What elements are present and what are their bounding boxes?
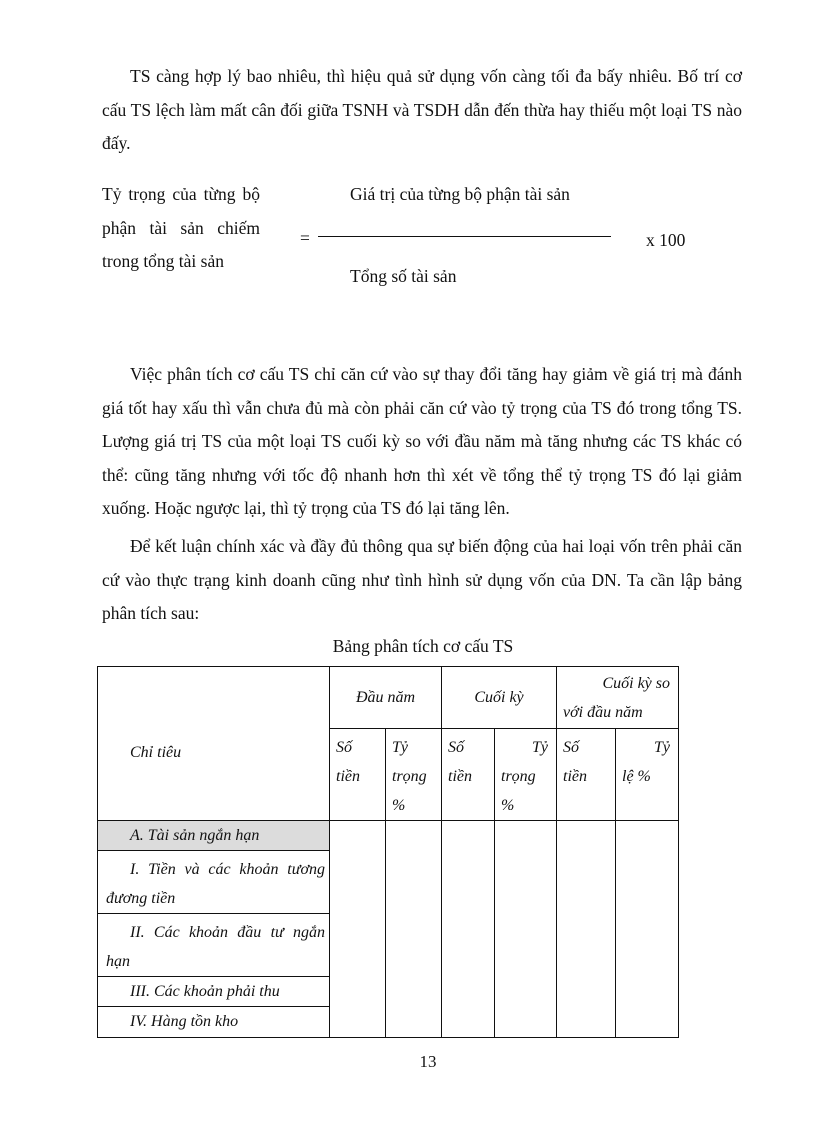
header-ty-trong-dau-nam (386, 729, 442, 821)
header-tien: tiền (563, 768, 587, 785)
header-chi-tieu: Chỉ tiêu (98, 667, 330, 821)
header-cuoi-ky: Cuối kỳ (442, 667, 557, 729)
header-ty-trong-cuoi-ky (495, 729, 557, 821)
header-so: Số (448, 739, 464, 756)
header-tien: tiền (336, 768, 360, 785)
row-label: I. Tiền và các khoản tương đương tiền (98, 851, 330, 914)
header-comparison-line2: với đầu năm (563, 704, 643, 721)
formula-equals: = (300, 228, 310, 248)
row-label: III. Các khoản phải thu (98, 977, 330, 1007)
row-label: II. Các khoản đầu tư ngắn hạn (98, 914, 330, 977)
fraction-line (318, 236, 611, 237)
formula-denominator: Tổng số tài sản (350, 266, 457, 286)
formula-numerator: Giá trị của từng bộ phận tài sản (350, 184, 570, 204)
cell-empty (386, 821, 442, 1038)
paragraph-intro: TS càng hợp lý bao nhiêu, thì hiệu quả sử dụng vốn càng tối đa bấy nhiêu. Bố trí cơ cấu TS lệch làm mất cân đối giữa TSNH và TSDH dẫn đến thừa hay thiếu một loại TS nào đấy. (102, 66, 742, 153)
header-so: Số (563, 739, 579, 756)
cell-empty (495, 821, 557, 1038)
page-number: 13 (419, 1052, 437, 1071)
header-ty-le-so-sanh (616, 729, 679, 821)
header-le-percent: lệ % (622, 768, 651, 785)
header-ty: Tỷ (532, 739, 548, 756)
paragraph-analysis: Việc phân tích cơ cấu TS chỉ căn cứ vào sự thay đổi tăng hay giảm về giá trị mà đánh giá tốt hay xấu thì vẫn chưa đủ mà còn phải căn cứ vào tỷ trọng của TS đó trong tổng TS. Lượng giá trị TS của một loại TS cuối kỳ so với đầu năm mà tăng nhưng các TS khác có thể: cũng tăng nhưng với tốc độ nhanh hơn thì xét về tổng thể tỷ trọng TS đó lại giảm xuống. Hoặc ngược lại, thì tỷ trọng của TS đó lại tăng lên. (102, 364, 742, 518)
header-tien: tiền (448, 768, 472, 785)
header-comparison (557, 667, 679, 729)
header-trong: trọng (392, 768, 427, 785)
header-trong: trọng (501, 768, 536, 785)
formula-label: Tỷ trọng của từng bộ phận tài sản chiếm trong tổng tài sản (102, 184, 260, 271)
table-caption: Bảng phân tích cơ cấu TS (332, 636, 514, 656)
header-so-tien-dau-nam (330, 729, 386, 821)
header-percent: % (392, 797, 406, 814)
row-label: A. Tài sản ngắn hạn (98, 821, 330, 851)
header-so-tien-so-sanh (557, 729, 616, 821)
cell-empty (442, 821, 495, 1038)
table-row (98, 821, 679, 851)
header-so: Số (336, 739, 352, 756)
header-ty: Tỷ (654, 739, 670, 756)
header-ty: Tỷ (392, 739, 408, 756)
formula-multiplier: x 100 (646, 230, 686, 250)
paragraph-conclusion: Để kết luận chính xác và đầy đủ thông qua sự biến động của hai loại vốn trên phải căn cứ vào thực trạng kinh doanh cũng như tình hình sử dụng vốn của DN. Ta cần lập bảng phân tích sau: (102, 536, 742, 623)
header-comparison-line1: Cuối kỳ so (602, 675, 670, 692)
header-percent: % (501, 797, 515, 814)
row-label: IV. Hàng tồn kho (98, 1007, 330, 1038)
cell-empty (330, 821, 386, 1038)
header-dau-nam: Đầu năm (330, 667, 442, 729)
asset-structure-table (97, 666, 679, 1038)
header-so-tien-cuoi-ky (442, 729, 495, 821)
cell-empty (616, 821, 679, 1038)
cell-empty (557, 821, 616, 1038)
